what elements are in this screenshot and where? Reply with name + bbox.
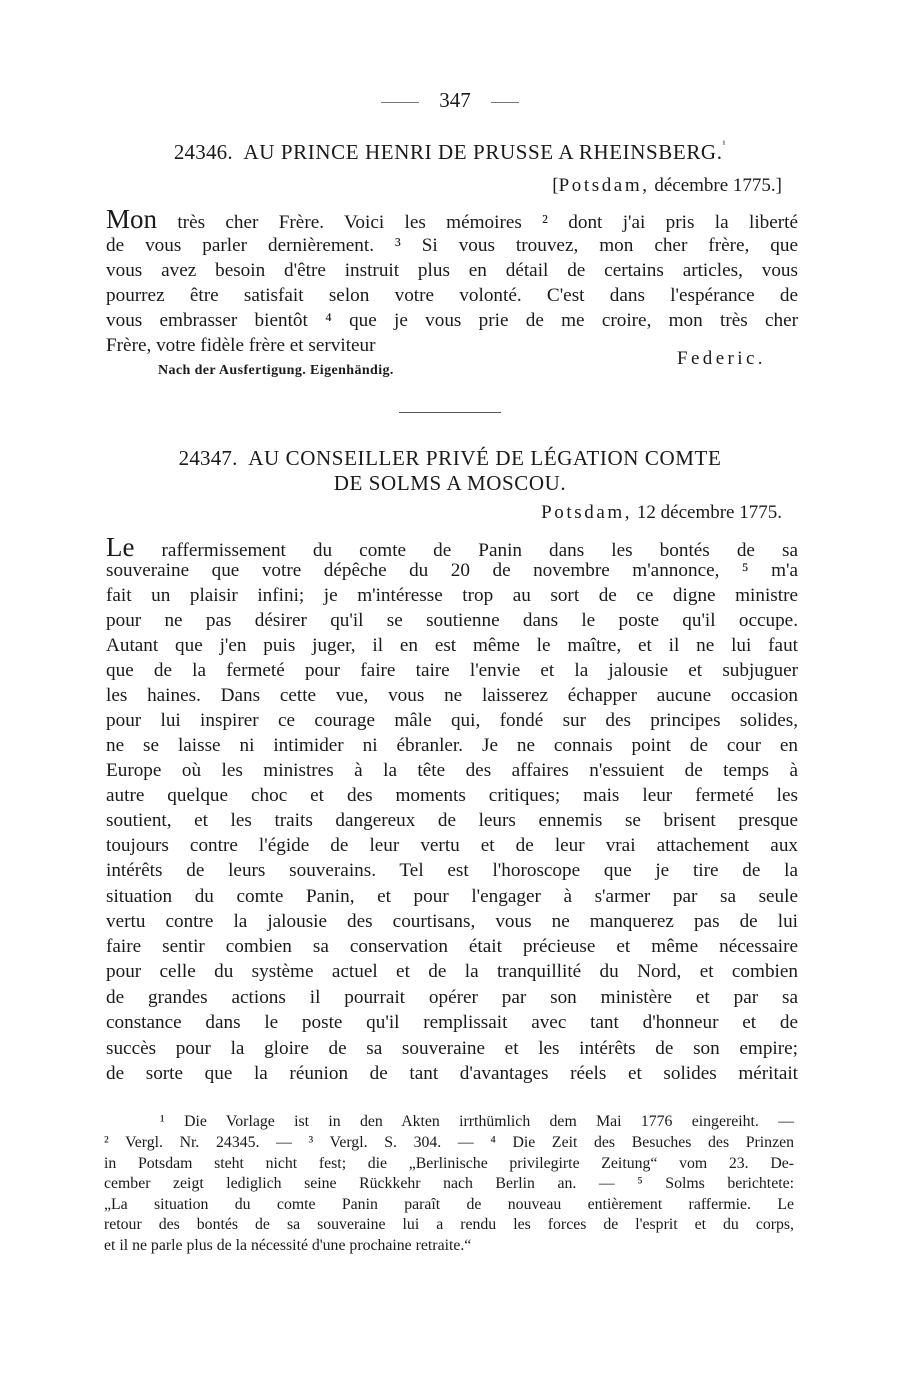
letter-1-signature: Federic. [677, 348, 766, 369]
letter-2-line-8: pour lui inspirer ce courage mâle qui, fondé sur des principes solides, [106, 710, 798, 731]
section-divider [399, 412, 501, 413]
letter-2-line-5: Autant que j'en puis juger, il en est même le maître, et il ne lui faut [106, 635, 798, 656]
letter-1-line-4: pourrez être satisfait selon votre volonté. C'est dans l'espérance de [106, 285, 798, 306]
footnote-line-7: et il ne parle plus de la nécessité d'une prochaine retraite.“ [104, 1237, 472, 1254]
letter-2-first-word: Le [106, 532, 135, 562]
letter-1-first-word: Mon [106, 204, 158, 234]
page-number-text: 347 [439, 88, 471, 112]
letter-2-line-2: souveraine que votre dépêche du 20 de novembre m'annonce, ⁵ m'a [106, 560, 798, 581]
letter-2-line-14: intérêts de leurs souverains. Tel est l'horoscope que je tire de la [106, 860, 798, 881]
letter-2-line-22: de sorte que la réunion de tant d'avantages réels et solides méritait [106, 1063, 798, 1084]
letter-1-date-place: Potsdam, [558, 175, 650, 196]
letter-1-line-1-text: très cher Frère. Voici les mémoires ² dont j'ai pris la liberté [157, 212, 798, 233]
letter-2-title-line-1: AU CONSEILLER PRIVÉ DE LÉGATION COMTE [248, 446, 722, 470]
page-number-dash-left [381, 102, 419, 103]
footnote-line-3: in Potsdam steht nicht fest; die „Berlinische privilegirte Zeitung“ vom 23. De- [104, 1155, 794, 1172]
letter-1-line-1 [106, 204, 798, 235]
letter-2-heading [0, 446, 900, 471]
letter-2-line-7: les haines. Dans cette vue, vous ne laisserez échapper aucune occasion [106, 685, 798, 706]
letter-1-title: AU PRINCE HENRI DE PRUSSE A RHEINSBERG. [243, 140, 723, 164]
letter-2-line-4: pour ne pas désirer qu'il se soutienne dans le poste qu'il occupe. [106, 610, 798, 631]
letter-2-line-17: faire sentir combien sa conservation était précieuse et même nécessaire [106, 936, 798, 957]
letter-1-heading [0, 140, 900, 165]
letter-2-line-6: que de la fermeté pour faire taire l'envie et la jalousie et subjuguer [106, 660, 798, 681]
letter-2-date-place: Potsdam, [541, 502, 633, 523]
letter-2-line-15: situation du comte Panin, et pour l'engager à s'armer par sa seule [106, 886, 798, 907]
letter-2-line-11: autre quelque choc et des moments critiques; mais leur fermeté les [106, 785, 798, 806]
page-number [0, 88, 900, 113]
letter-2-date [541, 502, 782, 524]
footnote-line-5: „La situation du comte Panin paraît de nouveau entièrement raffermie. Le [104, 1196, 794, 1213]
letter-2-number: 24347. [178, 446, 238, 470]
footnote-line-1: ¹ Die Vorlage ist in den Akten irrthümlich dem Mai 1776 eingereiht. — [160, 1113, 794, 1130]
letter-2-line-9: ne se laisse ni intimider ni ébranler. Je ne connais point de cour en [106, 735, 798, 756]
letter-1-date [552, 175, 782, 197]
letter-1-number: 24346. [173, 140, 233, 164]
letter-2-date-rest: 12 décembre 1775. [632, 502, 782, 523]
footnote-line-4: cember zeigt lediglich seine Rückkehr nach Berlin an. — ⁵ Solms berichtete: [104, 1175, 794, 1192]
footnote-line-2: ² Vergl. Nr. 24345. — ³ Vergl. S. 304. — ⁴ Die Zeit des Besuches des Prinzen [104, 1134, 794, 1151]
letter-1-line-2: de vous parler dernièrement. ³ Si vous trouvez, mon cher frère, que [106, 235, 798, 256]
letter-2-line-18: pour celle du système actuel et de la tranquillité du Nord, et combien [106, 961, 798, 982]
letter-2-title-line-2: DE SOLMS A MOSCOU. [333, 471, 567, 495]
letter-2-line-1-text: raffermissement du comte de Panin dans les bontés de sa [134, 540, 798, 561]
letter-2-line-3: fait un plaisir infini; je m'intéresse trop au sort de ce digne ministre [106, 585, 798, 606]
letter-2-line-1 [106, 532, 798, 563]
letter-1-line-5: vous embrasser bientôt ⁴ que je vous prie de me croire, mon très cher [106, 310, 798, 331]
letter-1-date-rest: décembre 1775.] [649, 175, 782, 196]
page-number-dash-right [491, 102, 519, 103]
letter-2-line-13: toujours contre l'égide de leur vertu et de leur vrai attachement aux [106, 835, 798, 856]
letter-1-date-bracket: [ [552, 175, 559, 196]
letter-1-line-6: Frère, votre fidèle frère et serviteur [106, 335, 376, 356]
letter-2-line-16: vertu contre la jalousie des courtisans, vous ne manquerez pas de lui [106, 911, 798, 932]
letter-2-line-20: constance dans le poste qu'il remplissait avec tant d'honneur et de [106, 1012, 798, 1033]
footnote-line-6: retour des bontés de sa souveraine lui a rendu les forces de l'esprit et du corps, [104, 1216, 794, 1233]
letter-2-line-12: soutient, et les traits dangereux de leurs ennemis se brisent presque [106, 810, 798, 831]
letter-1-line-3: vous avez besoin d'être instruit plus en détail de certains articles, vous [106, 260, 798, 281]
letter-2-line-21: succès pour la gloire de sa souveraine et les intérêts de son empire; [106, 1038, 798, 1059]
letter-1-source-note: Nach der Ausfertigung. Eigenhändig. [158, 363, 394, 378]
letter-2-line-19: de grandes actions il pourrait opérer par son ministère et par sa [106, 987, 798, 1008]
letter-2-line-10: Europe où les ministres à la tête des affaires n'essuient de temps à [106, 760, 798, 781]
footnote-ref-1: ¹ [722, 139, 727, 150]
